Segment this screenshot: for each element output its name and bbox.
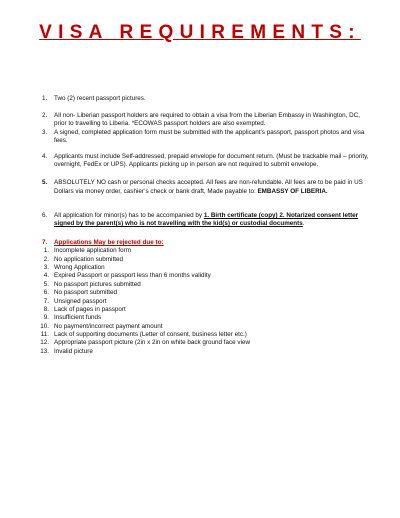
requirements-list — [34, 95, 374, 356]
reason-text: Expired Passport or passport less than 6 months validity — [54, 272, 211, 280]
item-text: A signed, completed application form must be submitted with the applicant’s passport, passport photos and visa fees. — [54, 128, 365, 144]
required-documents: 1. Birth certificate (copy) 2. Notarized consent letter signed by the parent(s) who is not travelling with the kid(s) or custodial documents — [54, 211, 359, 228]
reason-number: 3. — [43, 264, 49, 272]
item-text: All non- Liberian passport holders are required to obtain a visa from the Liberian Embassy in Washington, DC, prior to travelling to Liberia. *ECOWAS passport holders are also exempted. — [54, 112, 361, 128]
item-text: Applicants must include Self-addressed, prepaid envelope for document return. (Must be trackable mail – priority, overnight, FedEx or UPS). Applicants picking up in person are not required to submit envelope. — [54, 153, 369, 169]
rejection-reason — [34, 272, 374, 280]
rejection-reason — [34, 289, 374, 297]
list-item — [34, 129, 374, 145]
reason-number: 5. — [43, 280, 49, 288]
reason-text: Insufficient funds — [54, 314, 102, 322]
list-item — [34, 153, 374, 169]
list-item — [34, 112, 374, 128]
list-item — [34, 179, 374, 195]
list-item — [34, 95, 374, 103]
reason-number: 6. — [43, 289, 49, 297]
list-item — [34, 212, 374, 228]
reason-text: No passport pictures submitted — [54, 280, 141, 288]
rejection-reason — [34, 264, 374, 272]
reason-text: No passport submitted — [54, 289, 117, 297]
page-title: VISA REQUIREMENTS: — [39, 22, 361, 43]
rejection-reason — [34, 314, 374, 322]
rejection-heading: Applications May be rejected due to: — [54, 239, 164, 247]
item-number: 3. — [42, 128, 48, 136]
rejection-reason — [34, 306, 374, 314]
rejection-reason — [34, 323, 374, 331]
rejection-reason — [34, 348, 374, 356]
reason-number: 8. — [43, 305, 49, 313]
rejection-reason — [34, 247, 374, 255]
reason-text: No application submitted — [54, 255, 123, 263]
item-text-end: . — [302, 220, 305, 228]
reason-text: Appropriate passport picture (2in x 2in on white back ground face view — [54, 339, 251, 347]
reason-number: 4. — [43, 272, 49, 280]
reason-number: 1. — [43, 247, 49, 255]
rejection-reason — [34, 281, 374, 289]
item-number: 2. — [42, 112, 48, 120]
reason-number: 7. — [43, 297, 49, 305]
payee-name: EMBASSY OF LIBERIA. — [257, 187, 328, 195]
reason-number: 10. — [40, 322, 49, 330]
reason-text: Lack of supporting documents (Letter of consent, business letter etc.) — [54, 330, 247, 338]
rejection-reason — [34, 298, 374, 306]
reason-text: No payment/incorrect payment amount — [54, 322, 163, 330]
reason-text: Incomplete application form — [54, 247, 132, 255]
reason-number: 12. — [40, 339, 49, 347]
reason-text: Unsigned passport — [54, 297, 107, 305]
item-number: 6. — [42, 211, 48, 219]
item-number: 1. — [42, 95, 48, 102]
item-number: 4. — [42, 153, 48, 161]
reason-number: 9. — [43, 314, 49, 322]
item-text: ABSOLUTELY NO cash or personal checks accepted. All fees are non-refundable. All fees are to be paid in US Dollars via money order, cashier’s check or bank draft, Made payable to: — [54, 179, 363, 195]
item-number: 7. — [42, 239, 48, 247]
reason-text: Lack of pages in passport — [54, 305, 126, 313]
rejection-reason — [34, 331, 374, 339]
rejection-reason — [34, 339, 374, 347]
item-text: All application for minor(s) has to be accompanied by — [54, 211, 204, 219]
reason-text: Invalid picture — [54, 347, 93, 355]
reason-number: 2. — [43, 255, 49, 263]
reason-text: Wrong Application — [54, 264, 105, 272]
rejection-reasons — [34, 247, 374, 355]
item-text: Two (2) recent passport pictures. — [54, 95, 146, 102]
item-number: 5. — [42, 179, 48, 187]
rejection-reason — [34, 256, 374, 264]
rejection-heading-row — [34, 239, 374, 247]
reason-number: 11. — [40, 330, 49, 338]
reason-number: 13. — [40, 347, 49, 355]
